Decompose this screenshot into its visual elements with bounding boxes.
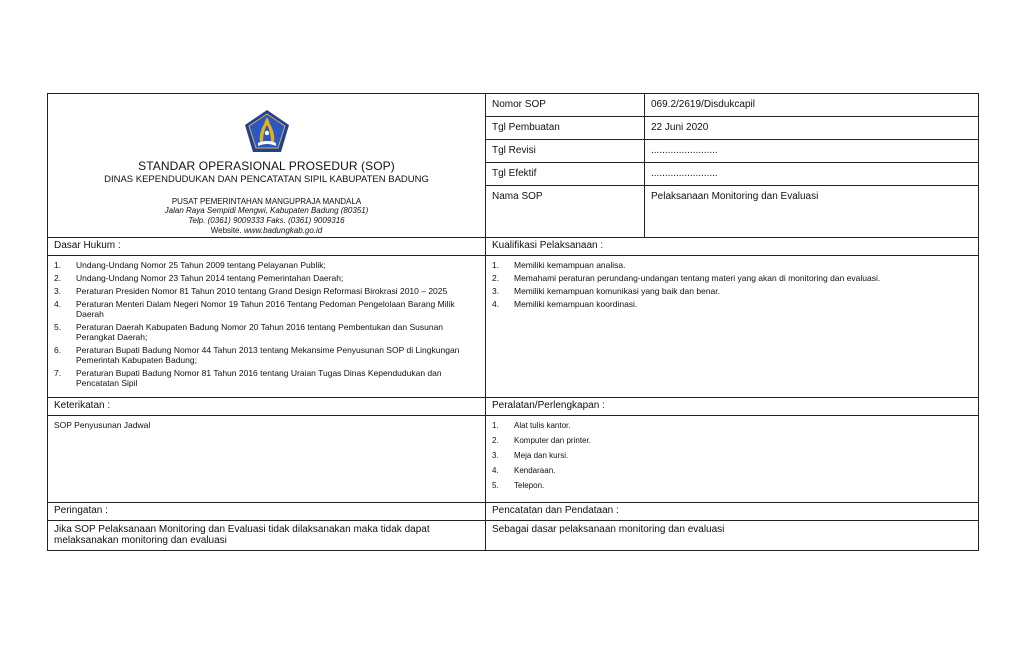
pencatatan-text: Sebagai dasar pelaksanaan monitoring dan evaluasi <box>492 524 725 535</box>
list-item: 1. Memiliki kemampuan analisa. <box>492 260 626 270</box>
dasar-hukum-list <box>48 256 485 397</box>
nama-sop-label: Nama SOP <box>486 186 645 238</box>
tgl-revisi-value: ........................ <box>645 140 979 163</box>
department-name: DINAS KEPENDUDUKAN DAN PENCATATAN SIPIL KABUPATEN BADUNG <box>104 174 429 185</box>
peringatan-text: Jika SOP Pelaksanaan Monitoring dan Evaluasi tidak dilaksanakan maka tidak dapat melaksanakan monitoring dan evaluasi <box>54 524 430 546</box>
sop-table <box>47 93 979 551</box>
peralatan-list <box>486 416 978 502</box>
list-item: 5. Peraturan Daerah Kabupaten Badung Nomor 20 Tahun 2016 tentang Pembentukan dan Susunan Perangkat Daerah; <box>54 322 444 342</box>
peringatan-heading: Peringatan : <box>48 503 486 521</box>
office-center: PUSAT PEMERINTAHAN MANGUPRAJA MANDALA <box>171 197 362 206</box>
kualifikasi-heading: Kualifikasi Pelaksanaan : <box>486 238 979 256</box>
nomor-sop-label: Nomor SOP <box>486 94 645 117</box>
tgl-efektif-label: Tgl Efektif <box>486 163 645 186</box>
list-item: 1. Undang-Undang Nomor 25 Tahun 2009 tentang Pelayanan Publik; <box>54 260 326 270</box>
list-item: 1. Alat tulis kantor. <box>492 421 571 430</box>
office-address: Jalan Raya Sempidi Mengwi, Kabupaten Badung (80351) <box>164 206 369 215</box>
badung-emblem-logo <box>244 109 290 153</box>
tgl-pembuatan-value: 22 Juni 2020 <box>645 117 979 140</box>
list-item: 4. Peraturan Menteri Dalam Negeri Nomor 19 Tahun 2016 Tentang Pedoman Pengelolaan Barang Milik Daerah <box>54 299 455 319</box>
keterikatan-heading: Keterikatan : <box>48 398 486 416</box>
list-item: 4. Memiliki kemampuan koordinasi. <box>492 299 638 309</box>
website-label: Website. <box>210 226 244 235</box>
office-website-line <box>48 226 485 236</box>
list-item: 3. Peraturan Presiden Nomor 81 Tahun 2010 tentang Grand Design Reformasi Birokrasi 2010 – 2025 <box>54 286 448 296</box>
tgl-revisi-label: Tgl Revisi <box>486 140 645 163</box>
peralatan-cell <box>486 416 979 503</box>
kualifikasi-cell <box>486 256 979 398</box>
list-item: 2. Undang-Undang Nomor 23 Tahun 2014 tentang Pemerintahan Daerah; <box>54 273 344 283</box>
list-item: 5. Telepon. <box>492 481 545 490</box>
sop-header <box>48 94 486 238</box>
office-phone: Telp. (0361) 9009333 Faks. (0361) 9009316 <box>188 216 345 225</box>
website-link[interactable]: www.badungkab.go.id <box>243 226 323 235</box>
list-item: 4. Kendaraan. <box>492 466 556 475</box>
keterikatan-text: SOP Penyusunan Jadwal <box>54 420 151 430</box>
list-item: 3. Meja dan kursi. <box>492 451 569 460</box>
dasar-hukum-cell <box>48 256 486 398</box>
kualifikasi-list <box>486 256 978 318</box>
list-item: 2. Memahami peraturan perundang-undangan tentang materi yang akan di monitoring dan evaluasi. <box>492 273 881 283</box>
list-item: 3. Memiliki kemampuan komunikasi yang baik dan benar. <box>492 286 720 296</box>
list-item: 7. Peraturan Bupati Badung Nomor 81 Tahun 2016 tentang Uraian Tugas Dinas Kependudukan dan Pencatatan Sipil <box>54 368 442 388</box>
tgl-pembuatan-label: Tgl Pembuatan <box>486 117 645 140</box>
tgl-efektif-value: ........................ <box>645 163 979 186</box>
sop-title: STANDAR OPERASIONAL PROSEDUR (SOP) <box>138 159 395 173</box>
peringatan-cell <box>48 521 486 551</box>
pencatatan-heading: Pencatatan dan Pendataan : <box>486 503 979 521</box>
list-item: 2. Komputer dan printer. <box>492 436 591 445</box>
list-item: 6. Peraturan Bupati Badung Nomor 44 Tahun 2013 tentang Mekansime Penyusunan SOP di Lingkungan Pemerintah Kabupaten Badung; <box>54 345 460 365</box>
peralatan-heading: Peralatan/Perlengkapan : <box>486 398 979 416</box>
nama-sop-value: Pelaksanaan Monitoring dan Evaluasi <box>645 186 979 238</box>
keterikatan-cell <box>48 416 486 503</box>
dasar-hukum-heading: Dasar Hukum : <box>48 238 486 256</box>
pencatatan-cell <box>486 521 979 551</box>
nomor-sop-value: 069.2/2619/Disdukcapil <box>645 94 979 117</box>
